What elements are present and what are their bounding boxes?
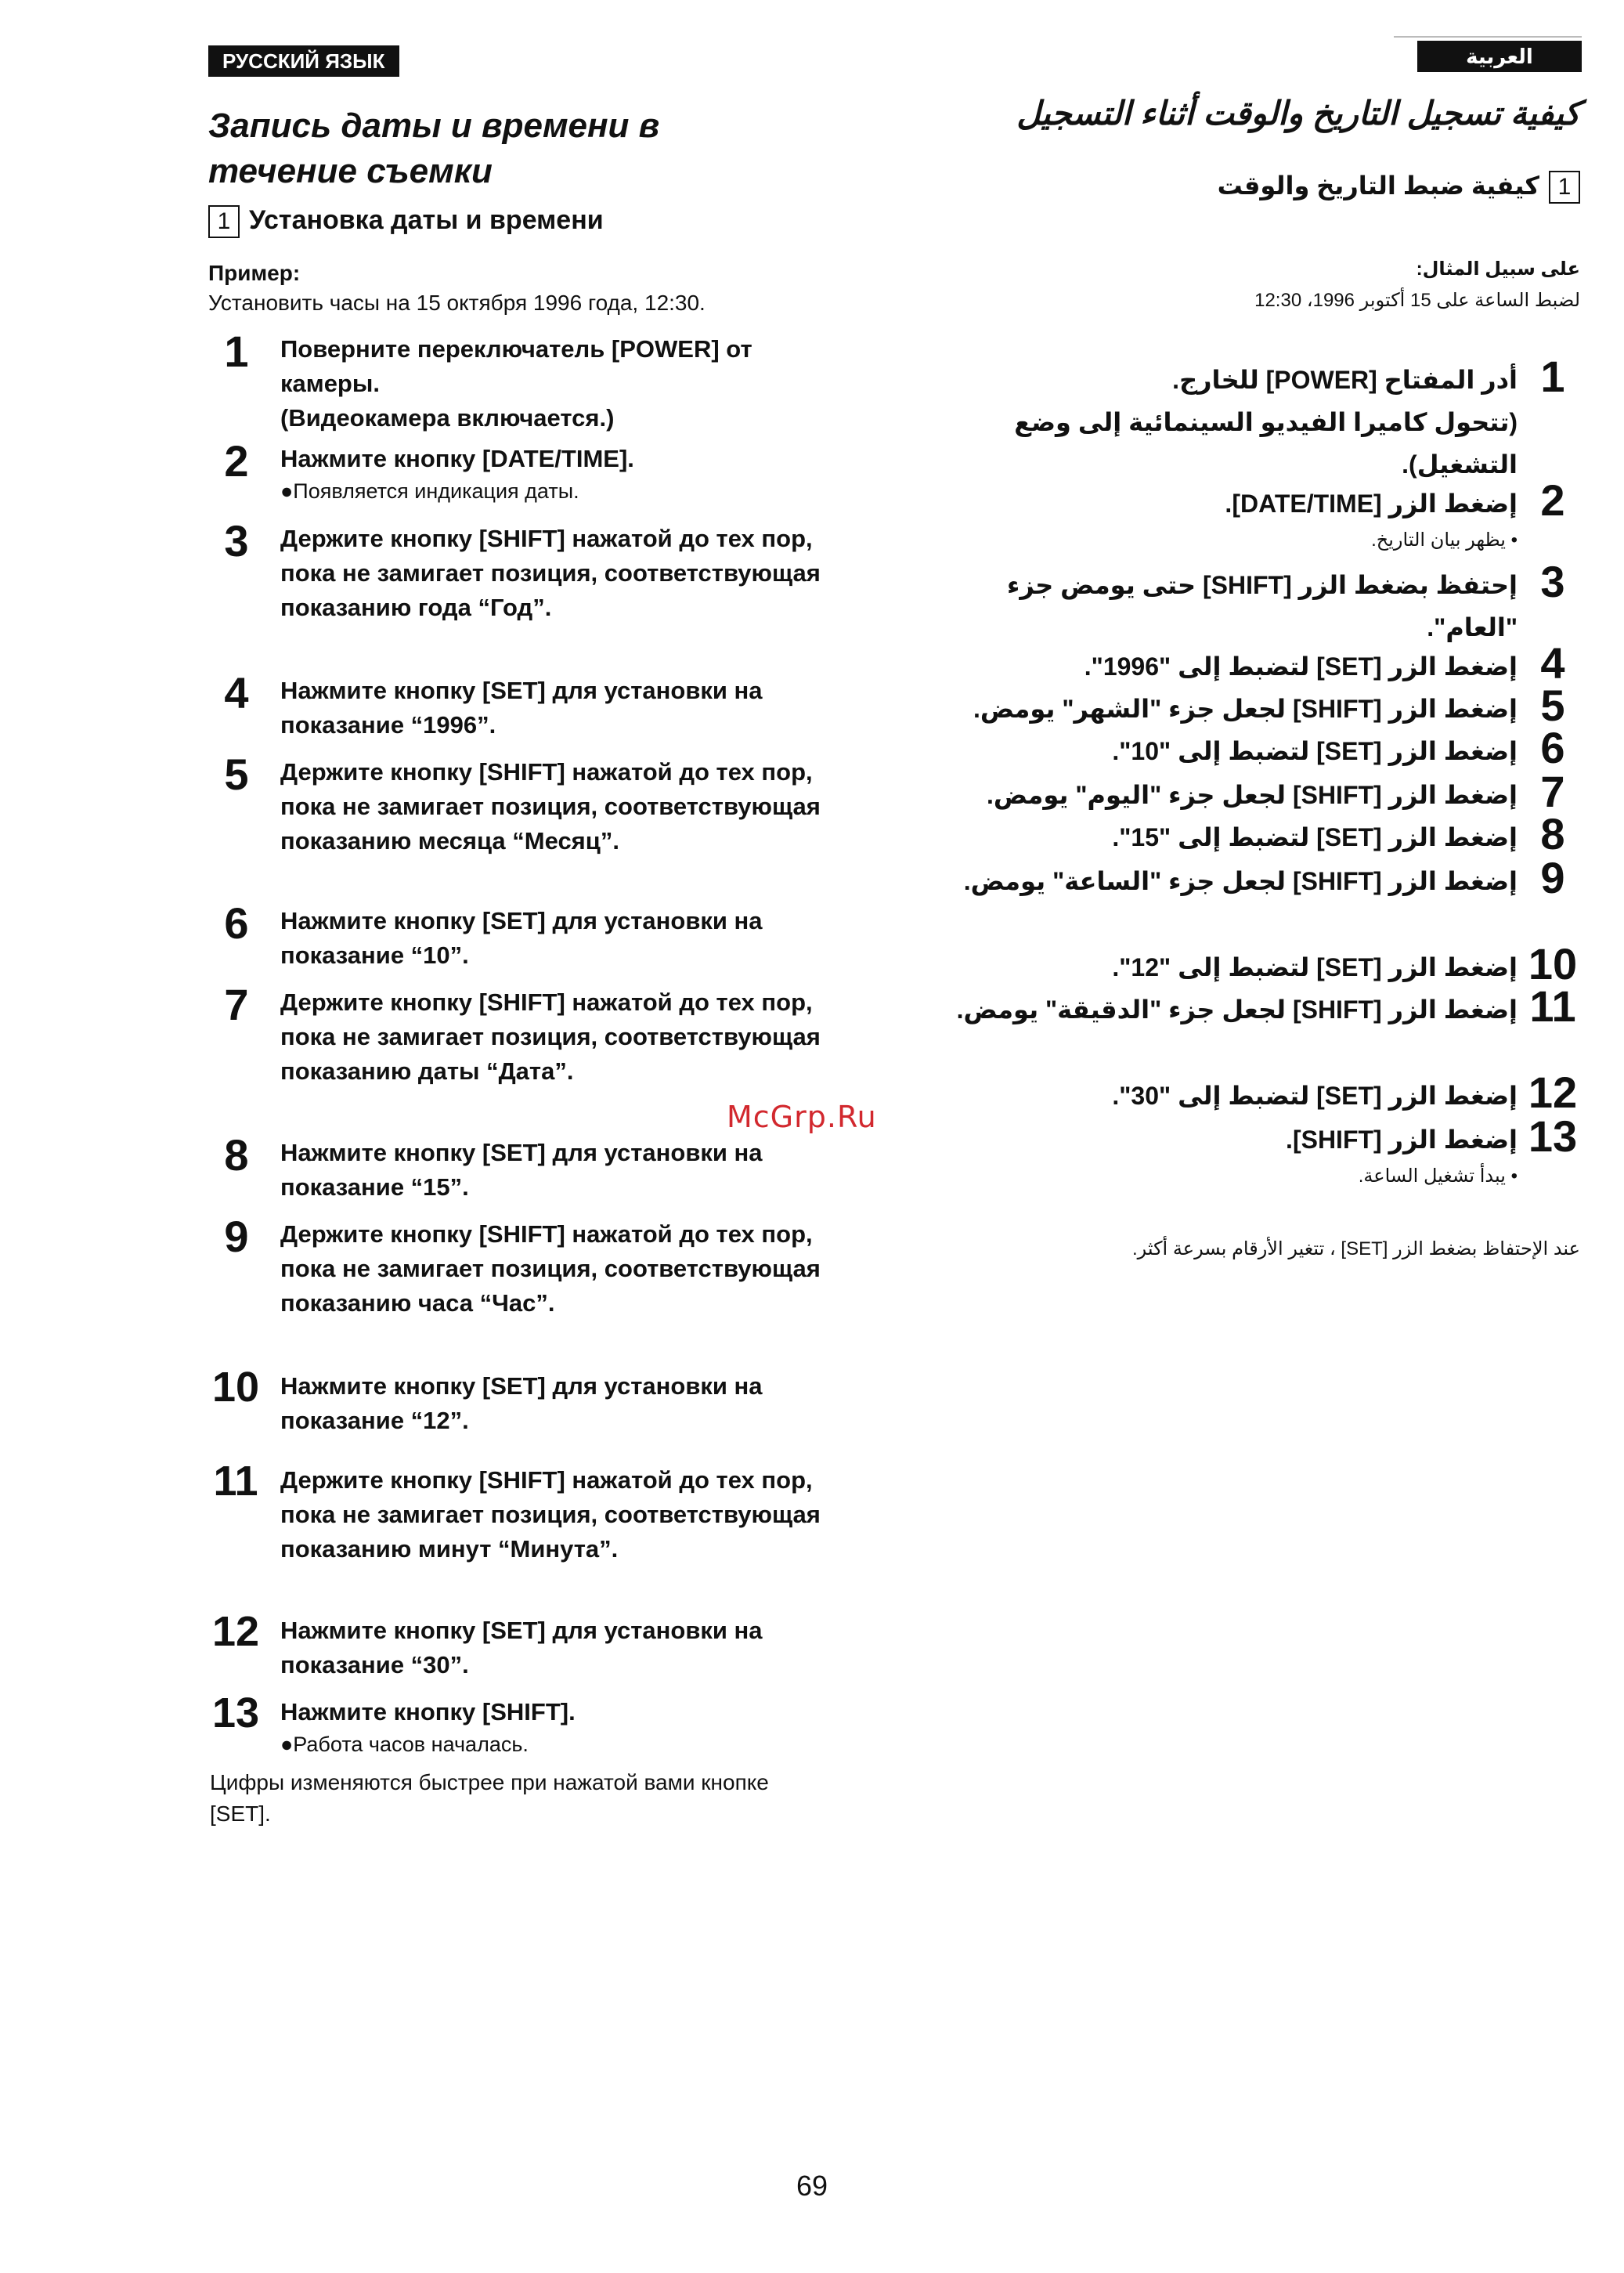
step-instruction: Поверните переключатель [POWER] от камеры. [280, 335, 752, 397]
step-text [280, 1695, 828, 1759]
step-text: إضغط الزر [SHIFT] لجعل جزء "اليوم" يومض. [987, 781, 1518, 809]
step-text: Нажмите кнопку [SET] для установки на показание “12”. [280, 1372, 763, 1434]
step-instruction: Нажмите кнопку [SHIFT]. [280, 1698, 576, 1726]
step-number: 6 [224, 898, 249, 948]
example-text: Установить часы на 15 октября 1996 года, 12:30. [208, 291, 706, 315]
section-title: Установка даты и времени [249, 205, 604, 235]
step-text: Держите кнопку [SHIFT] нажатой до тех пор, пока не замигает позиция, соответствующая показанию года “Год”. [280, 525, 821, 621]
step-number: 3 [224, 516, 249, 566]
step-text: إضغط الزر [SHIFT] لجعل جزء "الشهر" يومض. [973, 695, 1518, 723]
step-number: 11 [1529, 981, 1576, 1031]
page-title-arabic: كيفية تسجيل التاريخ والوقت أثناء التسجيل [1016, 95, 1580, 132]
step-note: • يظهر بيان التاريخ. [1371, 529, 1518, 551]
step-number: 13 [1528, 1111, 1578, 1161]
step-note: ●Появляется индикация даты. [280, 479, 579, 503]
example-arabic [1254, 254, 1580, 316]
step-number: 7 [1540, 767, 1565, 816]
language-badge-russian: РУССКИЙ ЯЗЫК [208, 45, 399, 77]
step-number: 7 [224, 980, 249, 1029]
step-number: 11 [213, 1458, 258, 1505]
step-text: Держите кнопку [SHIFT] нажатой до тех пор, пока не замигает позиция, соответствующая показанию минут “Минута”. [280, 1466, 821, 1563]
step-number: 9 [1540, 853, 1565, 902]
example-label: Пример: [208, 261, 301, 285]
step-number: 4 [1540, 638, 1565, 688]
step-text [922, 359, 1518, 486]
step-number: 4 [224, 668, 249, 717]
step-text: Нажмите кнопку [SET] для установки на показание “10”. [280, 907, 763, 969]
step-number: 10 [211, 1364, 260, 1411]
step-number: 12 [1528, 1068, 1578, 1117]
step-number: 3 [1540, 557, 1565, 606]
step-text [280, 442, 828, 506]
step-note: ●Работа часов началась. [280, 1733, 529, 1756]
watermark: McGrp.Ru [727, 1100, 877, 1134]
section-heading-russian [208, 205, 604, 238]
step-text: إضغط الزر [SET] لتضبط إلى "1996". [1084, 652, 1518, 681]
step-text: إضغط الزر [SET] لتضبط إلى "30". [1112, 1082, 1518, 1110]
tip-arabic: عند الإحتفاظ بضغط الزر [SET] ، تتغير الأرقام بسرعة أكثر. [1131, 1238, 1580, 1259]
step-number: 8 [1540, 809, 1565, 858]
section-title: كيفية ضبط التاريخ والوقت [1217, 172, 1539, 200]
step-text [922, 1118, 1518, 1192]
page-title-russian: Запись даты и времени в течение съемки [208, 107, 660, 190]
example-text: لضبط الساعة على 15 أكتوبر 1996، 12:30 [1254, 290, 1580, 311]
step-note: • يبدأ تشغيل الساعة. [1358, 1165, 1518, 1187]
step-extra: (Видеокамера включается.) [280, 404, 615, 432]
example-label: على سبيل المثال: [1416, 258, 1580, 280]
step-number: 1 [224, 327, 249, 376]
step-number: 2 [1540, 475, 1565, 525]
step-extra: (تتحول كاميرا الفيديو السينمائية إلى وضع التشغيل). [1014, 408, 1518, 479]
step-text: إضغط الزر [SET] لتضبط إلى "12". [1112, 953, 1518, 981]
step-text: Нажмите кнопку [SET] для установки на показание “15”. [280, 1139, 763, 1201]
step-text: Держите кнопку [SHIFT] нажатой до тех пор, пока не замигает позиция, соответствующая показанию часа “Час”. [280, 1220, 821, 1317]
step-text: إضغط الزر [SET] لتضبط إلى "15". [1112, 823, 1518, 851]
section-number-box: 1 [1549, 171, 1580, 204]
step-number: 5 [224, 750, 249, 799]
step-number: 8 [224, 1130, 249, 1180]
step-text: Держите кнопку [SHIFT] нажатой до тех пор, пока не замигает позиция, соответствующая показанию даты “Дата”. [280, 988, 821, 1085]
step-text [280, 332, 828, 435]
step-instruction: Нажмите кнопку [DATE/TIME]. [280, 445, 634, 472]
step-number: 10 [1528, 939, 1578, 988]
step-instruction: إضغط الزر [SHIFT]. [1286, 1126, 1518, 1154]
step-text: إحتفظ بضغط الزر [SHIFT] حتى يومض جزء "العام". [1006, 571, 1518, 641]
step-number: 9 [224, 1212, 249, 1261]
step-number: 12 [211, 1608, 260, 1655]
step-text: Нажмите кнопку [SET] для установки на показание “30”. [280, 1617, 763, 1679]
step-number: 13 [211, 1689, 260, 1736]
page-number: 69 [796, 2170, 828, 2202]
example-russian [208, 258, 706, 318]
tip-russian: Цифры изменяются быстрее при нажатой вами кнопке [SET]. [210, 1770, 769, 1826]
step-text: Держите кнопку [SHIFT] нажатой до тех пор, пока не замигает позиция, соответствующая показанию месяца “Месяц”. [280, 758, 821, 855]
step-text: Нажмите кнопку [SET] для установки на показание “1996”. [280, 677, 763, 739]
step-text [922, 482, 1518, 556]
step-instruction: إضغط الزر [DATE/TIME]. [1225, 490, 1518, 518]
section-heading-arabic [1218, 171, 1580, 204]
language-badge-arabic: العربية [1417, 41, 1582, 72]
step-number: 6 [1540, 723, 1565, 772]
step-text: إضغط الزر [SHIFT] لجعل جزء "الدقيقة" يومض. [956, 996, 1518, 1024]
step-text: إضغط الزر [SHIFT] لجعل جزء "الساعة" يومض. [963, 867, 1518, 895]
top-rule [1394, 36, 1582, 38]
step-instruction: أدر المفتاح [POWER] للخارج. [1172, 366, 1518, 394]
section-number-box: 1 [208, 205, 240, 238]
step-text: إضغط الزر [SET] لتضبط إلى "10". [1112, 737, 1518, 765]
step-number: 5 [1540, 681, 1565, 730]
step-number: 1 [1540, 352, 1565, 401]
step-number: 2 [224, 436, 249, 486]
